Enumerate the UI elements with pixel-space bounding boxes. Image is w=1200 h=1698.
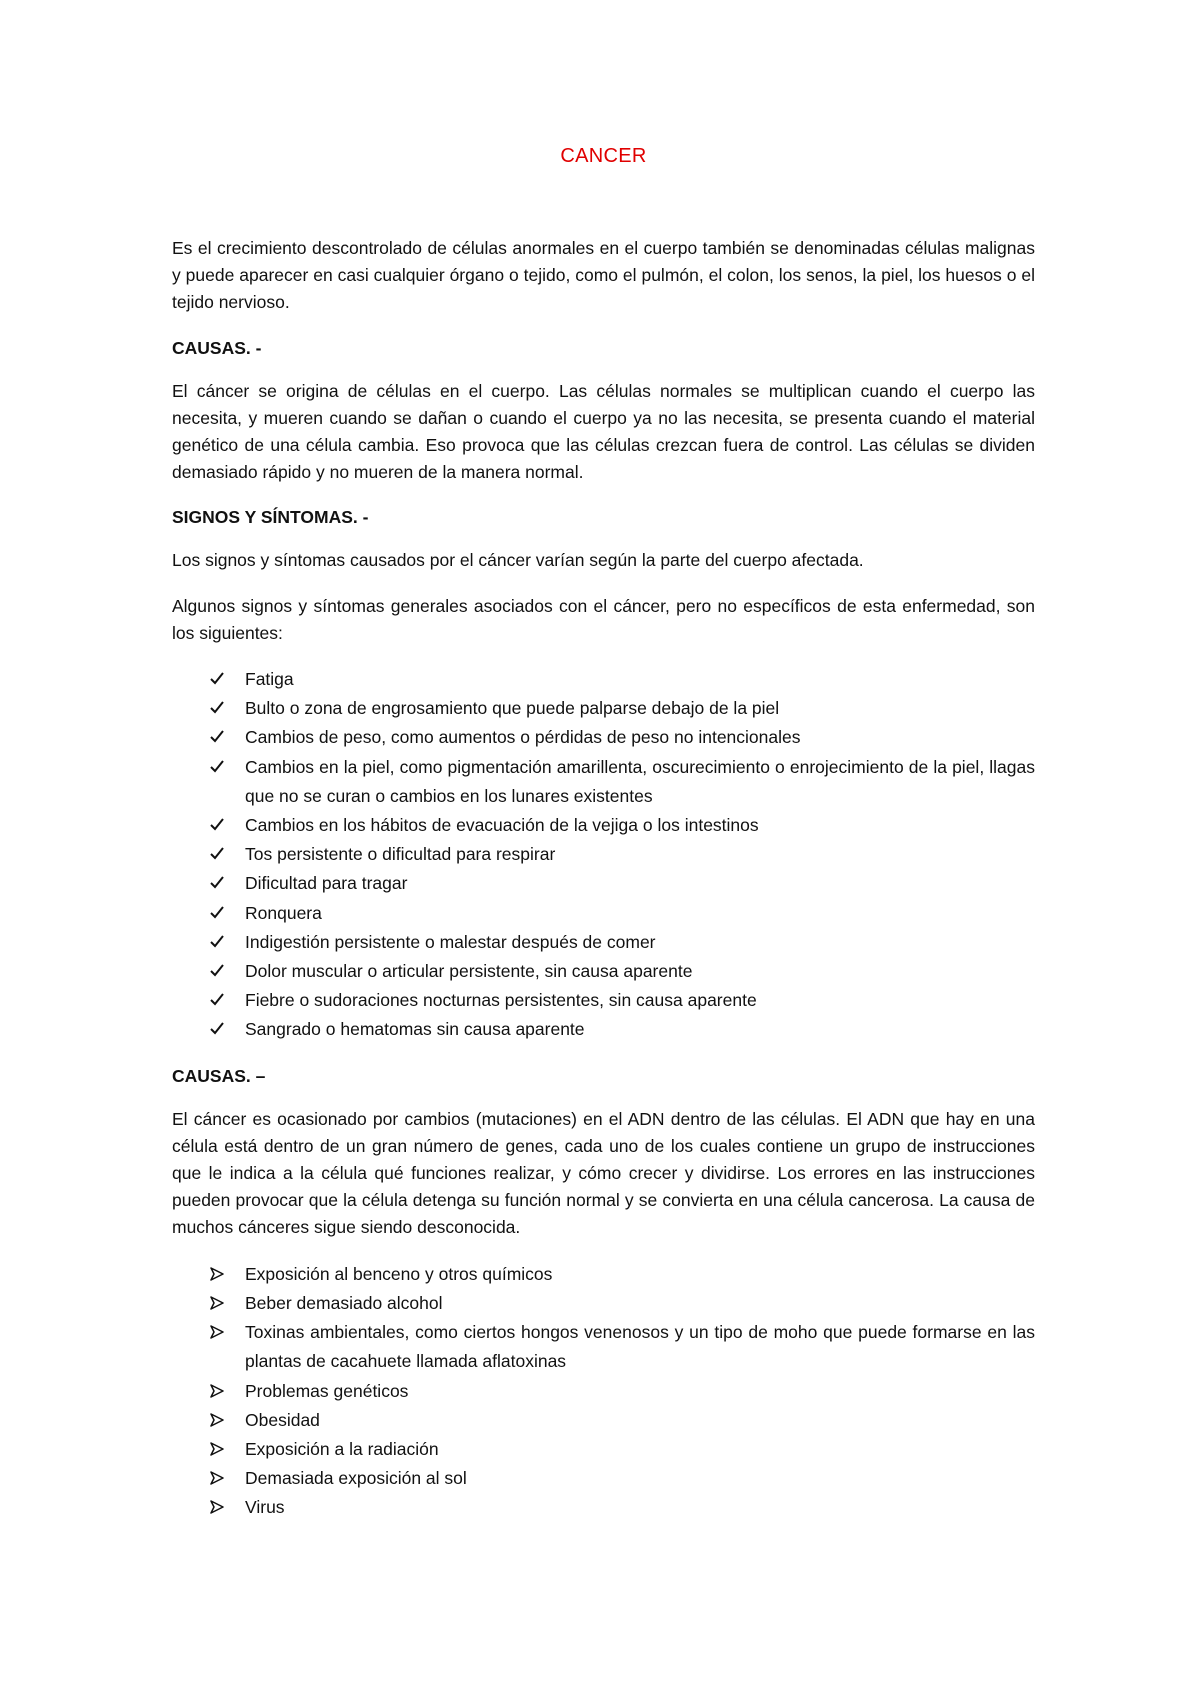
symptoms-list bbox=[172, 665, 1035, 1045]
causas-paragraph-2: El cáncer es ocasionado por cambios (mutaciones) en el ADN dentro de las células. El ADN que hay en una célula está dentro de un gran número de genes, cada uno de los cuales contiene un grupo de instrucciones que le indica a la célula qué funciones realizar, y cómo crecer y dividirse. Los errores en las instrucciones pueden provocar que la célula detenga su función normal y se convierta en una célula cancerosa. La causa de muchos cánceres sigue siendo desconocida. bbox=[172, 1108, 1035, 1238]
list-item-text: Fiebre o sudoraciones nocturnas persistentes, sin causa aparente bbox=[245, 990, 757, 1011]
list-item bbox=[172, 957, 1035, 986]
list-item bbox=[172, 1435, 1035, 1464]
list-item bbox=[172, 869, 1035, 898]
list-item bbox=[172, 694, 1035, 723]
intro-paragraph: Es el crecimiento descontrolado de células anormales en el cuerpo también se denominadas células malignas y puede aparecer en casi cualquier órgano o tejido, como el pulmón, el colon, los senos, la piel, los huesos o el tejido nervioso. bbox=[172, 238, 1035, 313]
list-item bbox=[172, 1464, 1035, 1493]
list-item-text: Dificultad para tragar bbox=[245, 873, 408, 894]
list-item-text: Exposición a la radiación bbox=[245, 1438, 439, 1459]
causes-list bbox=[172, 1260, 1035, 1523]
signos-paragraph-2: Algunos signos y síntomas generales asociados con el cáncer, pero no específicos de esta enfermedad, son los siguientes: bbox=[172, 595, 1035, 643]
list-item-text: Demasiada exposición al sol bbox=[245, 1468, 467, 1489]
list-item-text: Obesidad bbox=[245, 1409, 320, 1430]
list-item bbox=[172, 811, 1035, 840]
list-item-text: Dolor muscular o articular persistente, sin causa aparente bbox=[245, 961, 693, 982]
section-heading-causas-2: CAUSAS. – bbox=[172, 1065, 266, 1086]
list-item bbox=[172, 1406, 1035, 1435]
document-title: CANCER bbox=[560, 145, 647, 167]
list-item bbox=[172, 1493, 1035, 1522]
list-item bbox=[172, 1377, 1035, 1406]
list-item bbox=[172, 723, 1035, 752]
list-item-text: Fatiga bbox=[245, 669, 294, 690]
list-item bbox=[172, 1289, 1035, 1318]
list-item bbox=[172, 899, 1035, 928]
list-item-text: Tos persistente o dificultad para respirar bbox=[245, 844, 556, 865]
list-item bbox=[172, 753, 1035, 811]
section-heading-signos: SIGNOS Y SÍNTOMAS. - bbox=[172, 507, 369, 528]
list-item-text: Toxinas ambientales, como ciertos hongos venenosos y un tipo de moho que puede formarse en las plantas de cacahuete llamada aflatoxinas bbox=[245, 1322, 1035, 1372]
list-item bbox=[172, 1015, 1035, 1044]
signos-paragraph-1: Los signos y síntomas causados por el cáncer varían según la parte del cuerpo afectada. bbox=[172, 550, 864, 571]
list-item-text: Indigestión persistente o malestar después de comer bbox=[245, 931, 656, 952]
list-item bbox=[172, 1260, 1035, 1289]
list-item-text: Cambios en los hábitos de evacuación de la vejiga o los intestinos bbox=[245, 815, 759, 836]
list-item-text: Bulto o zona de engrosamiento que puede palparse debajo de la piel bbox=[245, 698, 780, 719]
causas-paragraph: El cáncer se origina de células en el cuerpo. Las células normales se multiplican cuando el cuerpo las necesita, y mueren cuando se dañan o cuando el cuerpo ya no las necesita, se presenta cuando el material genético de una célula cambia. Eso provoca que las células crezcan fuera de control. Las células se dividen demasiado rápido y no mueren de la manera normal. bbox=[172, 380, 1035, 483]
list-item bbox=[172, 1318, 1035, 1376]
list-item bbox=[172, 986, 1035, 1015]
list-item bbox=[172, 840, 1035, 869]
list-item-text: Cambios de peso, como aumentos o pérdidas de peso no intencionales bbox=[245, 727, 801, 748]
list-item bbox=[172, 928, 1035, 957]
list-item-text: Sangrado o hematomas sin causa aparente bbox=[245, 1019, 585, 1040]
list-item-text: Exposición al benceno y otros químicos bbox=[245, 1263, 553, 1284]
list-item-text: Ronquera bbox=[245, 902, 322, 923]
list-item-text: Beber demasiado alcohol bbox=[245, 1292, 443, 1313]
section-heading-causas: CAUSAS. - bbox=[172, 337, 262, 358]
list-item bbox=[172, 665, 1035, 694]
list-item-text: Cambios en la piel, como pigmentación amarillenta, oscurecimiento o enrojecimiento de la piel, llagas que no se curan o cambios en los lunares existentes bbox=[245, 756, 1035, 806]
list-item-text: Virus bbox=[245, 1497, 285, 1518]
list-item-text: Problemas genéticos bbox=[245, 1380, 409, 1401]
